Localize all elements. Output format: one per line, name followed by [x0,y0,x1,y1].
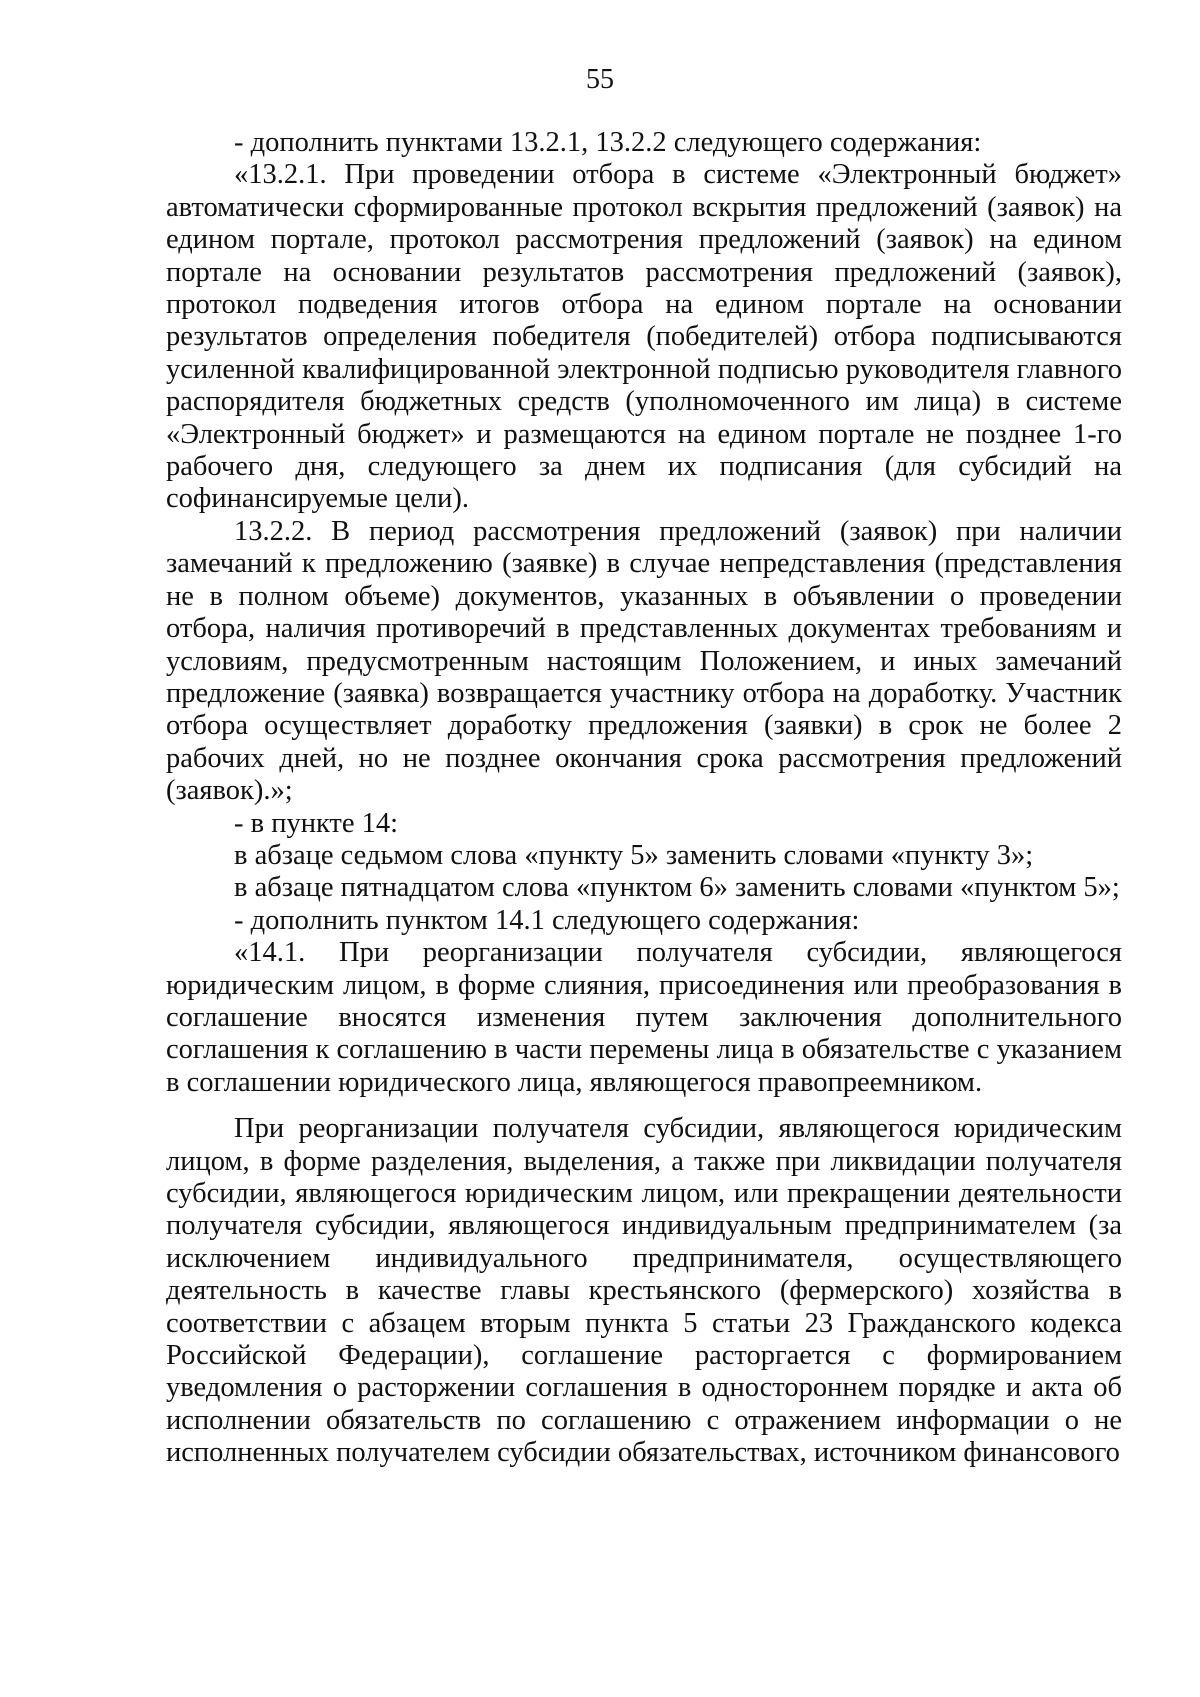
paragraph-13-2-1: «13.2.1. При проведении отбора в системе «Электронный бюджет» автоматически сформированные протокол вскрытия предложений (заявок) на едином портале, протокол рассмотрения предложений (заявок) на едином портале на основании результатов рассмотрения предложений (заявок), протокол подведения итогов отбора на едином портале на основании результатов определения победителя (победителей) отбора подписываются усиленной квалифицированной электронной подписью руководителя главного распорядителя бюджетных средств (уполномоченного им лица) в системе «Электронный бюджет» и размещаются на едином портале не позднее 1-го рабочего дня, следующего за днем их подписания (для субсидий на софинансируемые цели). [166,159,1122,515]
paragraph-13-2-2: 13.2.2. В период рассмотрения предложений (заявок) при наличии замечаний к предложению (заявке) в случае непредставления (представления не в полном объеме) документов, указанных в объявлении о проведении отбора, наличия противоречий в представленных документах требованиям и условиям, предусмотренным настоящим Положением, и иных замечаний предложение (заявка) возвращается участнику отбора на доработку. Участник отбора осуществляет доработку предложения (заявки) в срок не более 2 рабочих дней, но не позднее окончания срока рассмотрения предложений (заявок).»; [166,515,1122,807]
paragraph-reorganization: При реорганизации получателя субсидии, являющегося юридическим лицом, в форме разделения, выделения, а также при ликвидации получателя субсидии, являющегося юридическим лицом, или прекращении деятельности получателя субсидии, являющегося индивидуальным предпринимателем (за исключением индивидуального предпринимателя, осуществляющего деятельность в качестве главы крестьянского (фермерского) хозяйства в соответствии с абзацем вторым пункта 5 статьи 23 Гражданского кодекса Российской Федерации), соглашение расторгается с формированием уведомления о расторжении соглашения в одностороннем порядке и акта об исполнении обязательств по соглашению с отражением информации о не исполненных получателем субсидии обязательствах, источником финансового [166,1113,1122,1469]
paragraph-seventh-clause: в абзаце седьмом слова «пункту 5» заменить словами «пункту 3»; [234,839,1034,871]
document-body [166,127,1122,1470]
page-number: 55 [586,64,614,95]
paragraph-amend-13-2: - дополнить пунктами 13.2.1, 13.2.2 следующего содержания: [234,127,982,158]
paragraph-in-point-14: - в пункте 14: [234,807,399,839]
paragraph-amend-14-1: - дополнить пунктом 14.1 следующего содержания: [234,904,860,936]
paragraph-14-1: «14.1. При реорганизации получателя субсидии, являющегося юридическим лицом, в форме слияния, присоединения или преобразования в соглашение вносятся изменения путем заключения дополнительного соглашения к соглашению в части перемены лица в обязательстве с указанием в соглашении юридического лица, являющегося правопреемником. [166,937,1122,1098]
paragraph-fifteenth-clause: в абзаце пятнадцатом слова «пунктом 6» заменить словами «пунктом 5»; [234,872,1120,904]
